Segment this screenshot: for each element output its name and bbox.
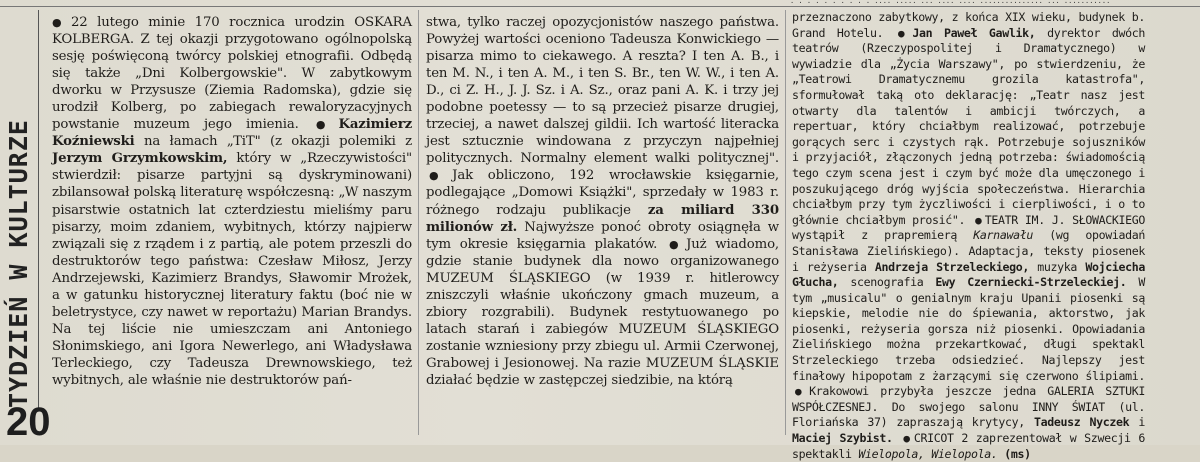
column-rule <box>418 10 419 435</box>
italic-title: Karnawału <box>973 228 1033 243</box>
article-text: i <box>1129 415 1145 430</box>
article-text: TEATR IM. J. SŁOWACKIEGO wystąpił z prapremierą <box>792 212 1146 243</box>
bullet-icon: ● <box>52 16 67 29</box>
article-text: Już wiadomo, gdzie stanie budynek dla nowo organizowanego MUZEUM ŚLĄSKIEGO (w 1939 r. hitlerowcy zniszczyli właśnie ukończony gmach muzeum, a zbiory rozgrabili). Budynek restytuowanego po latach starań i zabiegów MUZEUM ŚLĄSKIEGO zostanie wzniesiony przy zbiegu ul. Armii Czerwonej, Grabowej i Jesionowej. Na razie MUZEUM ŚLĄSKIE działać będzie w zastępczej siedzibie, na którą <box>426 236 779 388</box>
article-text: muzyka <box>1029 259 1086 274</box>
article-text: Krakowowi przybyła jeszcze jedna GALERIA SZTUKI WSPÓŁCZESNEJ. Do swojego salonu INNY ŚWIAT (ul. Floriańska 37) zapraszają krytycy, <box>792 384 1145 430</box>
article-text: stwa, tylko raczej opozycjonistów naszego państwa. Powyżej wartości oceniono Tadeusza Konwickiego — pisarza mimo to ciekawego. A reszta? I ten A. B., i ten M. N., i ten A. M., i ten S. Br., ten W. W., i ten A. D., ci Z. H., J. J. Sz. i A. Sz., oraz pani A. K. i trzy jej podobne poetessy — to są przecież pisarze drugiej, trzeciej, a nawet dalszej gildii. Ich wartość literacka jest sztucznie windowana z przyczyn najpełniej politycznych. Normalny element walki politycznej". <box>426 15 779 167</box>
bullet-icon: ● <box>903 432 911 446</box>
article-text: który w „Rzeczywistości" stwierdził: pisarze partyjni są dyskryminowani) zbilansował polską literaturę współczesną: „W naszym pisarstwie ostatnich lat czterdziestu mieliśmy paru pisarzy, moim zdaniem, wybitnych, którzy najpierw związali się z rządem i z partią, ale potem przeszli do destruktorów tego państwa: Czesław Miłosz, Jerzy Andrzejewski, Kazimierz Brandys, Sławomir Mrożek, a w gatunku historycznej literatury faktu (boć nie w beletrystyce, czy nawet w reportażu) Marian Brandys. Na tej liście nie umieszczam ani Antoniego Słonimskiego, ani Igora Newerlego, ani Władysława Terleckiego, czy Tadeusza Drewnowskiego, też wybitnych, ale właśnie nie destruktorów pań- <box>52 151 412 388</box>
top-rule <box>0 6 1200 7</box>
bullet-icon: ● <box>975 213 982 227</box>
article-text: Jak obliczono, 192 wrocławskie księgarnie, podlegające „Domowi Książki", sprzedały w 1983 r. różnego rodzaju publikacje <box>426 168 779 218</box>
article-text: (wg opowiadań Stanisława Zielińskiego). Adaptacja, teksty piosenek i reżyseria <box>792 228 1145 274</box>
bold-text: Ewy Czerniecki-Strzeleckiej. <box>935 275 1127 290</box>
page-number: 20 <box>6 400 51 444</box>
bold-text: Jan Paweł Gawlik, <box>912 25 1036 40</box>
text-column-3 <box>792 10 1145 462</box>
bullet-icon: ● <box>795 385 807 399</box>
bullet-icon: ● <box>668 237 684 251</box>
paragraph <box>792 10 1145 462</box>
article-text: Najwyższe ponoć obroty osiągnęła w tym okresie księgarnia plakatów. <box>426 219 779 252</box>
article-text: na łamach „TiT" (z okazji polemiki z <box>134 134 412 150</box>
column-rule <box>785 10 786 435</box>
article-text: 22 lutego minie 170 rocznica urodzin OSKARA KOLBERGA. Z tej okazji przygotowano ogólnopolską sesję poświęconą twórcy polskiej etnografii. Odbędą się także „Dni Kolbergowskie". W zabytkowym dworku w Przysusze (Ziemia Radomska), gdzie się urodził Kolberg, po zabiegach rewaloryzacyjnych powstanie muzeum jego imienia. <box>52 15 412 133</box>
bullet-icon: ● <box>429 169 450 183</box>
bold-text: Wojciecha Głucha, <box>792 259 1145 290</box>
running-head: · · · · · · · · · · ···· ····· ··· ···· ···· ··············· ··· ··········· <box>790 0 1111 6</box>
article-text: scenografia <box>838 275 936 290</box>
section-title: TYDZIEŃ W KULTURZE <box>4 119 33 408</box>
bold-text: Jerzym Grzymkowskim, <box>52 151 228 167</box>
article-text <box>893 431 901 445</box>
bold-text: Andrzeja Strzeleckiego, <box>874 259 1029 274</box>
bold-text: za miliard 330 milionów zł. <box>426 202 779 235</box>
article-text: W tym „musicalu" o genialnym kraju Upanii piosenki są kiepskie, melodie nie do śpiewania, aktorstwo, jak piosenki, reżyseria gorsza niż piosenki. Opowiadania Zielińskiego można przekartkować, długi spektakl Strzeleckiego trzeba odsiedzieć. Najlepszy jest finałowy hipopotam z żarzącymi się czerwono ślipiami. <box>792 275 1145 383</box>
bold-text: Maciej Szybist. <box>792 431 893 446</box>
bullet-icon: ● <box>315 118 336 132</box>
paragraph <box>52 14 412 389</box>
article-text: dyrektor dwóch teatrów (Rzeczypospolitej i Dramatycznego) w wywiadzie dla „Życia Warszawy", po stwierdzeniu, że „Teatrowi Dramatycznemu grozila katastrofa", sformułował taką oto deklarację: „Teatr nasz jest otwarty dla talentów i ambicji twórczych, a repertuar, który chciałbym realizować, potrzebuje gorących serc i czystych rąk. Potrzebuje sojuszników i przyjaciół, złączonych jedną potrzeba: świadomością tego czym scena jest i czym być może dla umęczonego i poszukującego dróg wyjścia społeczeństwa. Hierarchia chciałbym przy tym życzliwości i cierpliwości, i o to głównie chciałbym prosić". <box>792 25 1145 227</box>
bullet-icon: ● <box>898 26 910 40</box>
paragraph <box>426 14 779 389</box>
bold-text: Tadeusz Nyczek <box>1033 415 1130 430</box>
article-text: CRICOT 2 zaprezentował w Szwecji 6 spektakli <box>792 431 1146 461</box>
sidebar-rule <box>38 10 39 408</box>
text-column-2 <box>426 14 779 389</box>
section-sidebar <box>0 10 60 410</box>
bold-text: Kazimierz Koźniewski <box>52 117 412 150</box>
article-text <box>998 447 1005 461</box>
article-text: przeznaczono zabytkowy, z końca XIX wieku, budynek b. Grand Hotelu. <box>792 10 1145 40</box>
bold-text: (ms) <box>1004 446 1031 461</box>
italic-title: Wielopola, Wielopola. <box>858 446 998 461</box>
text-column-1 <box>52 14 412 389</box>
